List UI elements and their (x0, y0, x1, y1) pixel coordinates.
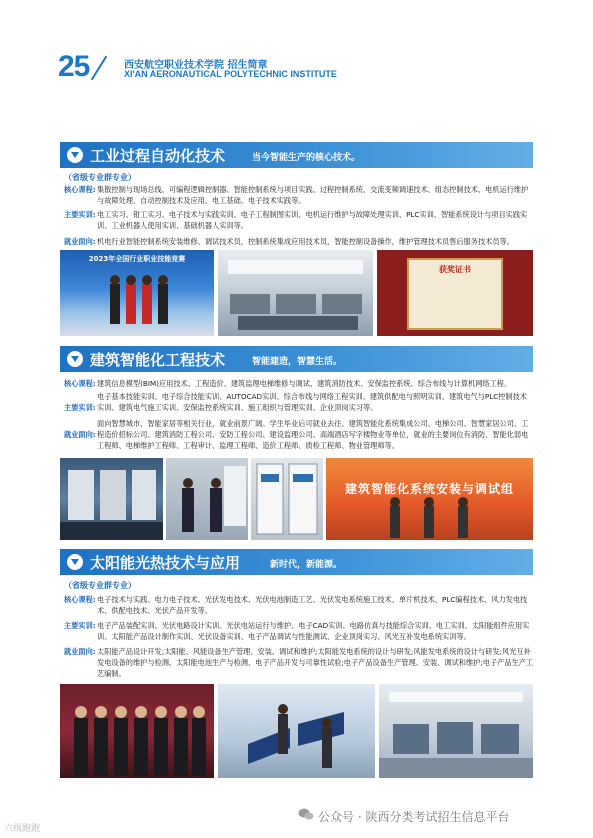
info-row-training (64, 620, 534, 642)
photo-caption: 2023年全国行业职业技能竞赛 (88, 255, 186, 263)
row-text: 电子技术与实践、电力电子技术、光伏发电技术、光伏电池制造工艺、光伏发电系统施工技术、单片机技术、PLC编程技术、风力发电技术、供配电技术、光伏产品开发等。 (97, 595, 528, 615)
info-row-training (64, 209, 534, 231)
info-row-employment (64, 236, 534, 247)
section-marker-icon (67, 351, 83, 367)
row-text: 电工实习、钳工实习、电子技术与实践实训、电子工程制图实训、电机运行维护与故障处理实训、PLC实训、智能系统设计与项目实践实训、工业机器人使用实训、基础机器人实训等。 (97, 210, 528, 230)
section-bar-industrial-automation (60, 142, 533, 168)
school-name-cn: 西安航空职业技术学院 招生简章 (124, 60, 268, 71)
row-text: 电子产品装配实训、光伏电路设计实训、光伏电站运行与维护、电子CAD实训、电路仿真与技能综合实训、电工实训、太阳能组件应用实训、太阳能产品设计制作实训、光伏设备实训、电子产品调试与性能测试、企业顶岗实习、风光互补发电系统实训等。 (97, 621, 530, 641)
section-subtitle: 智能建造，智慧生活。 (252, 357, 343, 367)
solar-panels (218, 684, 375, 778)
info-row-core-courses (64, 594, 534, 616)
row-label: 主要实训: (64, 621, 96, 630)
info-row-employment (64, 646, 534, 679)
row-label: 核心课程: (64, 185, 96, 194)
faculty-figures (60, 684, 214, 778)
row-label: 就业面向: (64, 647, 96, 656)
photo-award-certificate (377, 250, 533, 336)
photo-control-panel-lab (60, 458, 163, 540)
wechat-icon (298, 807, 314, 821)
section-title: 太阳能光热技术与应用 (90, 554, 241, 572)
photo-competition-award (326, 458, 533, 540)
row-text: 太阳能产品设计开发;太阳能、风能设备生产管理、安装、调试和维护;太阳能发电系统的设计与研发;风能发电系统的设计与研发;风光互补发电设备的维护与检测、太阳能电池生产与检测、电子产品开发与可靠性试验;电子产品设备生产管理、安装、调试和维护;电子产品生产工艺编制。 (97, 647, 534, 678)
panel-devices (60, 458, 163, 540)
provincial-group-tag: （省级专业群专业） (64, 173, 136, 182)
row-label: 主要实训: (64, 210, 96, 219)
photo-training-lab (218, 250, 373, 336)
students-figures (166, 458, 248, 540)
photo-solar-lab (379, 684, 533, 778)
info-row-employment (64, 418, 534, 451)
school-name-en: XI'AN AERONAUTICAL POLYTECHNIC INSTITUTE (124, 69, 337, 79)
people-figures (60, 250, 214, 336)
section-title: 工业过程自动化技术 (90, 147, 226, 165)
section-bar-building-intelligence (60, 346, 533, 372)
row-label: 核心课程: (64, 379, 96, 388)
cabinet-shapes (251, 458, 323, 540)
header-slash-divider (91, 56, 108, 81)
source-account-label: 公众号 · 陕西分类考试招生信息平台 (318, 810, 510, 824)
page-header (58, 50, 478, 84)
section-subtitle: 新时代，新能源。 (270, 560, 343, 570)
row-label: 就业面向: (64, 237, 96, 246)
award-winners (326, 458, 533, 540)
row-text: 电子基本技能实训、电子综合技能实训、AUTOCAD实训、综合布线与网络工程实训、建筑供配电与照明实训、建筑电气与PLC控制技术实训、建筑电气施工实训、安保监控系统实训、施工组织与管理实训、企业顶岗实习等。 (97, 392, 527, 412)
page-number: 25 (58, 50, 90, 83)
info-row-core-courses (64, 378, 534, 389)
section-bar-solar-thermal (60, 549, 533, 575)
photo-competition-team (60, 250, 214, 336)
photo-electrical-cabinets (251, 458, 323, 540)
photo-solar-panel-training (218, 684, 375, 778)
photo-caption: 获奖证书 (439, 265, 471, 274)
corner-watermark: 六级跑跑 (4, 824, 41, 834)
lab-benches (218, 250, 373, 336)
provincial-group-tag: （省级专业群专业） (64, 581, 136, 590)
info-row-core-courses (64, 184, 534, 206)
section-subtitle: 当今智能生产的核心技术。 (252, 153, 361, 163)
row-text: 面向智慧城市、智能家居等相关行业，就业前景广阔。学生毕业后可就业去往、建筑智能化系统集成公司、电梯公司、智慧家居公司、工程造价招标公司、建筑消防工程公司、安防工程公司、建设监理公司、高端酒店写字楼物业等单位，就业的主要岗位有消防、智能化弱电工程师、电梯维护工程师、工程审计、监理工程师、造价工程师、质检工程师、物业管理师等。 (97, 419, 529, 450)
photo-caption: 建筑智能化系统安装与调试组 (344, 482, 514, 496)
row-text: 建筑信息模型(BIM)应用技术、工程造价、建筑监理电梯维修与调试、建筑消防技术、安保监控系统、综合布线与计算机网络工程。 (97, 379, 512, 388)
row-text: 机电行业智能控制系统安装维修、调试技术员，控制系统集成应用技术员，智能控制设备操作，维护管理技术员售后服务技术员等。 (97, 237, 514, 246)
info-row-training (64, 391, 534, 413)
section-marker-icon (67, 147, 83, 163)
section-marker-icon (67, 554, 83, 570)
row-label: 就业面向: (64, 430, 96, 439)
lab-equipment (379, 684, 533, 778)
photo-faculty-group (60, 684, 214, 778)
row-label: 主要实训: (64, 403, 96, 412)
row-label: 核心课程: (64, 595, 96, 604)
section-title: 建筑智能化工程技术 (90, 351, 226, 369)
photo-students-workbench (166, 458, 248, 540)
row-text: 集散控制与现场总线、可编程逻辑控制器、智能控制系统与项目实践、过程控制系统、交流变频调速技术、组态控制技术、电机运行维护与故障处理、自动控制技术及应用、电工基础、电子技术实践等。 (97, 185, 529, 205)
